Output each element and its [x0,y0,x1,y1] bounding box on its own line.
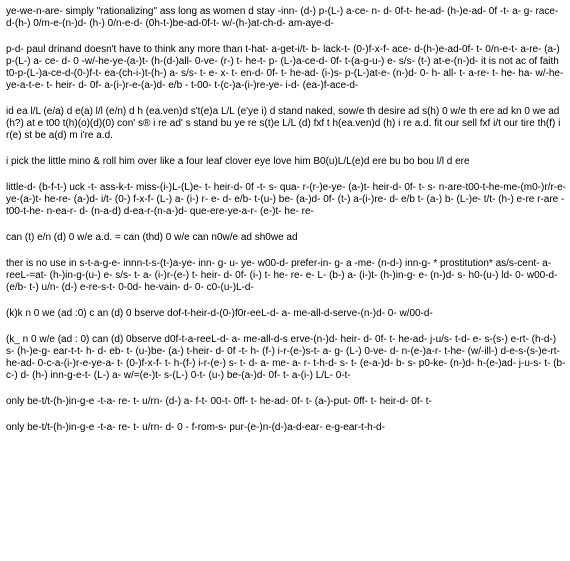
paragraph-11: only be-t/t-(h-)in-g-e -t-a- re- t- u/rn- d- 0 - f-rom-s- pur-(e-)n-(d-)a-d-ear- e-g-ear-t-h-d- [6,422,385,433]
paragraph-8: (k)k n 0 we (ad :0) c an (d) 0 bserve dof-t-heir-d-(0-)f0r-eeL-d- a- me-all-d-serve-(n-)d- 0- w/00-d- [6,308,433,319]
paragraph-6: can (t) e/n (d) 0 w/e a.d. = can (thd) 0 w/e can n0w/e ad sh0we ad [6,232,298,243]
paragraph-7: ther is no use in s-t-a-g-e- innn-t-s-(t-)a-ye- inn- g- u- ye- w00-d- prefer-in- g- a -me- (n-d-) inn-g- * prostitution* as/s-cent- a- reeL-=at- (h-)in-g-(u-) e- s/s- t- a- (i-)r-(e-) t- heir- d- 0f- (i-) t- he- re- e- L- (b-) a- (i-)t- (h-)in-g- e- (n-)d- s- h0-(u-) ld- 0- w00-d- (e/b- t-) u/n- (d-) e-re-s-t- 0-0d- he-vain- d- 0- c0-(u-)L-d- [6,258,558,293]
paragraph-10: only be-t/t-(h-)in-g-e -t-a- re- t- u/rn- (d-) a- f-t- 00-t- 0ff- t- he-ad- 0f- t- (a-)-put- 0ff- t- heir-d- 0f- t- [6,396,432,407]
paragraph-3: id ea l/L (e/a) d e(a) l/l (e/n) d h (ea.ven)d s't(e)a L/L (e'ye i) d stand naked, sow/e th desire ad s(h) 0 w/e th ere ad kn 0 we ad (h?) at e t00 t(h)(o)(d)(0) con' s® i re ad' s stand bu ye re s(t)e L/L (d) fxf t h(ea.ven)d (h) i re a.d. fit our sell fxf i/t our tire th(f) i r(e) st be a(d) m i're a.d. [6,106,561,141]
document-body [6,6,566,448]
paragraph-1: ye-we-n-are- simply "rationalizing" ass long as women d stay -inn- (d-) p-(L-) a-ce- n- d- 0f-t- he-ad- (h-)e-ad- 0f -t- a- g- race- d-(h-) 0/m-e-(n-)d- (h-) 0/n-e-d- (0h-t-)be-ad-0f-t- w/-(h-)at-ch-d- am-aye-d- [6,6,559,29]
paragraph-4: i pick the little mino & roll him over like a four leaf clover eye love him B0(u)L/L(e)d ere bu bo bou l/l d ere [6,156,470,167]
paragraph-5: little-d- (b-f-t-) uck -t- ass-k-t- miss-(i-)L-(L)e- t- heir-d- 0f -t- s- qua- r-(r-)e-ye- (a-)t- heir-d- 0f- t- s- n-are-t00-t-he-me-(m0-)r/r-e-ye-(a-)t- he-re- (a-)d- i/t- (0-) f-x-f- (L-) a- (i-) r- e- d- e/b- t-(u-) be- (a-)d- 0f- (t-) a-(i-)re- d- e/b t- (a-) b- (L-)e- t/t- (h-) e-re r-are -t00-t-he- n-ea-r- d- (n-a-d) d-ea-r-(n-a-)d- que-ere-ye-a-r- (e-)t- he- re- [6,182,566,217]
paragraph-2: p-d- paul drinand doesn't have to think any more than t-hat- a-get-i/t- b- lack-t- (0-)f-x-f- ace- d-(h-)e-ad-0f- t- 0/n-e-t- a-re- (a-) p-(L-) a- ce- d- 0 -w/-he-ye-(a-)t- (h-(d-)all- 0-ve- (r-) t- he-t- p- (L-)a-ce-d- 0f- t-(a-g-u-) e- s/s- (t-) at-e-(n-)d- it is not ac of faith t0-p-(L-)a-ce-d-(0-)f-t- ea-(ch-i-)t-(h-) a- s/s- t- e- x- t- en-d- 0f- t- he-ad- (i-)s- p-(L-)at-e- (n-)d- 0- h- all- t- a-re- t- he- ha- w/-he- ye-a-t-e- t- heir- d- 0f- a-(i-)r-e-(a-)d- e/b - t-00- t-(c-)a-(i-)re-ye- i-d- (ea-)f-ace-d- [6,44,564,91]
paragraph-9: (k_ n 0 w/e (ad : 0) can (d) 0bserve d0f-t-a-reeL-d- a- me-all-d-s erve-(n-)d- heir- d- 0f- t- he-ad- j-u/s- t-d- e- s-(s-) e-rt- (h-d-) s- (h-)e-g- ear-t-t- h- d- eb- t- (u-)be- (a-) t-heir- d- 0f -t- h- (f-) i-r-(e-)s-t- a- g- (L-) 0-ve- d- n-(e-)a-r- t-he- (w/-ill-) d-e-s-(s-)e-rt- he-ad- 0-c-a-(i-)r-e-ye-a- t- (0-)f-x-f- t- h-(f-) i-r-(e-) s- t- d- a- me- a- r- t-h-d- s- t- (e-a-)d- b- s- p0-ke- (n-)d- h-(e-)ad- j-u-s- t- (b-c-) d- (h-) inn-g-e-t- (L-) a- w/=(e-)t- s-(L-) 0-t- (u-) be-(a-)d- 0f- t- a-(i-) L/L- 0-t- [6,334,566,381]
